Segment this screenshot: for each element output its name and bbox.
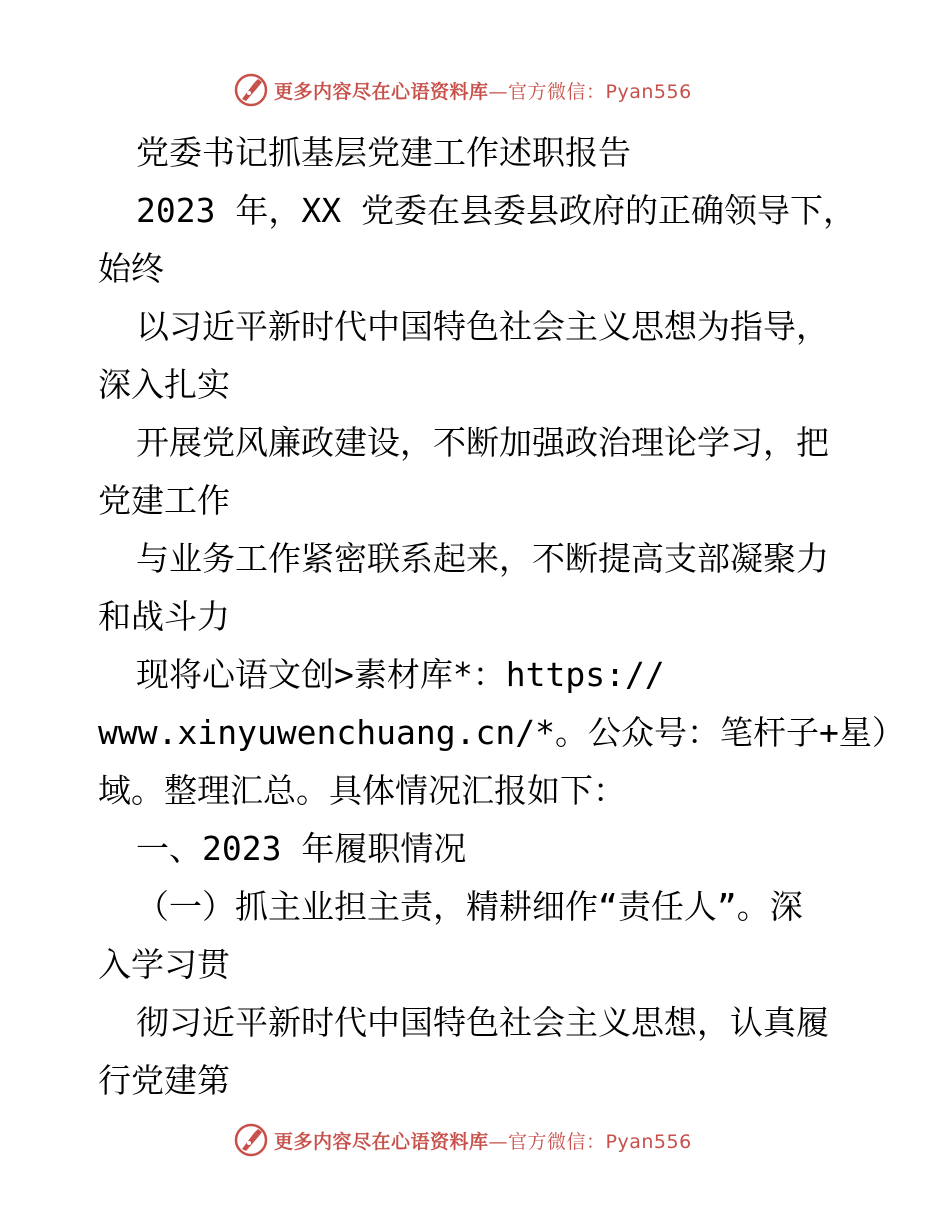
- paragraph-line: 以习近平新时代中国特色社会主义思想为指导，: [136, 307, 829, 346]
- paragraph-line: 现将心语文创>素材库*：https://: [136, 655, 665, 694]
- paragraph-line: 2023 年，XX 党委在县委县政府的正确领导下，: [136, 191, 856, 230]
- paragraph-line: 彻习近平新时代中国特色社会主义思想，认真履: [136, 1003, 829, 1042]
- document-title: 党委书记抓基层党建工作述职报告: [136, 133, 631, 172]
- header-banner-text: [274, 77, 692, 104]
- paragraph-line: 开展党风廉政建设，不断加强政治理论学习，把: [136, 423, 829, 462]
- paragraph-line: 入学习贯: [98, 945, 230, 984]
- section-heading: 一、2023 年履职情况: [136, 829, 467, 868]
- pen-nib-logo-icon: [234, 1123, 268, 1157]
- footer-banner: [234, 1120, 734, 1160]
- footer-separator: —: [488, 1130, 509, 1153]
- footer-banner-text: [274, 1127, 692, 1154]
- subsection-heading: （一）抓主业担主责，精耕细作“责任人”。深: [136, 887, 803, 926]
- paragraph-line: 党建工作: [98, 481, 230, 520]
- header-wechat-label: 官方微信：: [508, 80, 606, 103]
- header-banner: [234, 70, 734, 110]
- paragraph-line: 始终: [98, 249, 164, 288]
- paragraph-line: 行党建第: [98, 1061, 230, 1100]
- paragraph-line: 深入扎实: [98, 365, 230, 404]
- footer-brand: 更多内容尽在心语资料库: [274, 1130, 489, 1153]
- pen-nib-logo-icon: [234, 73, 268, 107]
- header-brand: 更多内容尽在心语资料库: [274, 80, 489, 103]
- document-body: [98, 124, 905, 1110]
- footer-wechat-label: 官方微信：: [508, 1130, 606, 1153]
- footer-wechat-id: Pyan556: [605, 1130, 692, 1153]
- paragraph-line: 与业务工作紧密联系起来，不断提高支部凝聚力: [136, 539, 829, 578]
- paragraph-line: 域。整理汇总。具体情况汇报如下：: [98, 771, 626, 810]
- header-wechat-id: Pyan556: [605, 80, 692, 103]
- paragraph-line: 和战斗力: [98, 597, 230, 636]
- paragraph-line: www.xinyuwenchuang.cn/*。公众号：笔杆子+星）: [98, 713, 905, 752]
- header-separator: —: [488, 80, 509, 103]
